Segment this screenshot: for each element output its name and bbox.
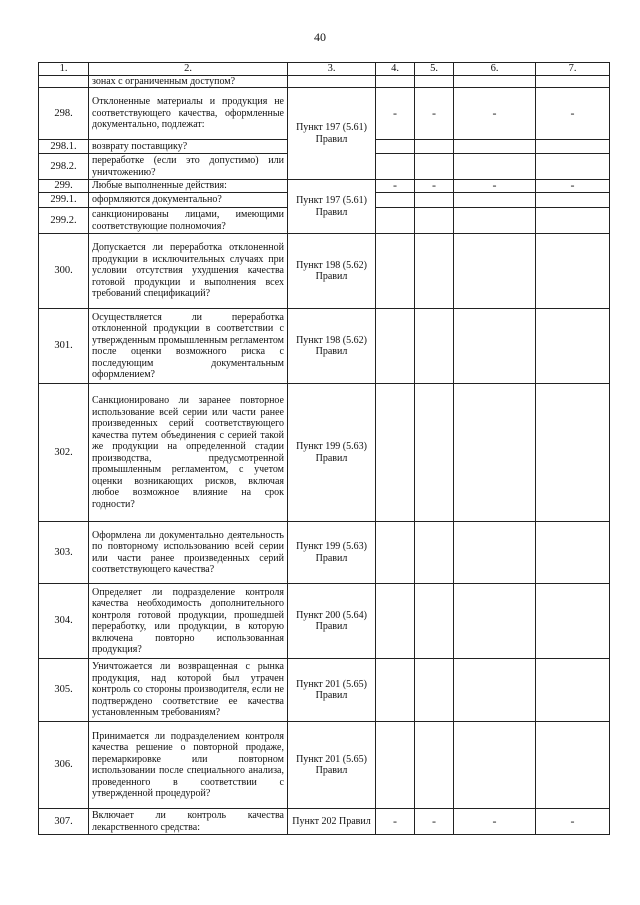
checklist-table — [38, 62, 610, 835]
question-text: возврату поставщику? — [89, 140, 288, 154]
table-row — [39, 584, 610, 659]
question-text: Осуществляется ли переработка отклоненной продукции в соответствии с утвержденным промышленным регламентом после оценки возможного риска с последующим документальным оформлением? — [89, 309, 288, 384]
question-text: зонах с ограниченным доступом? — [89, 75, 288, 88]
rule-reference: Пункт 199 (5.63) Правил — [288, 384, 376, 522]
column-header: 3. — [288, 63, 376, 76]
table-row — [39, 180, 610, 193]
question-text: Принимается ли подразделением контроля качества решение о повторной продаже, перемаркировке или повторном использовании после специального анализа, проведенного в соответствии с утвержденной процедурой? — [89, 722, 288, 809]
row-number: 298. — [39, 88, 89, 140]
dash-mark: - — [415, 88, 454, 140]
column-header: 4. — [376, 63, 415, 76]
table-row — [39, 234, 610, 309]
column-header: 1. — [39, 63, 89, 76]
row-number: 305. — [39, 659, 89, 722]
row-number: 301. — [39, 309, 89, 384]
rule-reference: Пункт 199 (5.63) Правил — [288, 522, 376, 584]
header-row — [39, 63, 610, 76]
table-row — [39, 75, 610, 88]
column-header: 2. — [89, 63, 288, 76]
row-number: 299.1. — [39, 193, 89, 208]
page-number: 40 — [314, 30, 326, 44]
question-text: оформляются документально? — [89, 193, 288, 208]
row-number: 298.2. — [39, 154, 89, 180]
dash-mark: - — [454, 180, 536, 193]
rule-reference: Пункт 198 (5.62) Правил — [288, 234, 376, 309]
column-header: 6. — [454, 63, 536, 76]
row-number: 306. — [39, 722, 89, 809]
dash-mark: - — [415, 809, 454, 835]
question-text: санкционированы лицами, имеющими соответствующие полномочия? — [89, 208, 288, 234]
row-number: 300. — [39, 234, 89, 309]
question-text: Отклоненные материалы и продукция не соответствующего качества, оформленные документально, подлежат: — [89, 88, 288, 140]
table-row — [39, 309, 610, 384]
row-number: 298.1. — [39, 140, 89, 154]
rule-reference: Пункт 197 (5.61) Правил — [288, 88, 376, 180]
dash-mark: - — [536, 809, 610, 835]
dash-mark: - — [454, 809, 536, 835]
dash-mark: - — [536, 180, 610, 193]
table-row — [39, 88, 610, 140]
question-text: Оформлена ли документально деятельность по повторному использованию всей серии или части ранее произведенных серий соответствующего качества? — [89, 522, 288, 584]
rule-reference: Пункт 201 (5.65) Правил — [288, 659, 376, 722]
table-row — [39, 809, 610, 835]
question-text: Включает ли контроль качества лекарственного средства: — [89, 809, 288, 835]
question-text: Допускается ли переработка отклоненной продукции в исключительных случаях при условии отсутствия ухудшения качества готовой продукции и выполнения всех требований спецификаций? — [89, 234, 288, 309]
rule-reference: Пункт 201 (5.65) Правил — [288, 722, 376, 809]
dash-mark: - — [454, 88, 536, 140]
dash-mark: - — [376, 88, 415, 140]
question-text: Любые выполненные действия: — [89, 180, 288, 193]
dash-mark: - — [415, 180, 454, 193]
question-text: Санкционировано ли заранее повторное использование всей серии или части ранее произведенных серий соответствующего качества путем объединения с серией такой же продукции на определенной стадии производства, предусмотренной промышленным регламентом, с учетом оценки возникающих рисков, включая любое возможное влияние на срок годности? — [89, 384, 288, 522]
rule-reference: Пункт 202 Правил — [288, 809, 376, 835]
table-row — [39, 659, 610, 722]
dash-mark: - — [376, 180, 415, 193]
table-row — [39, 522, 610, 584]
column-header: 5. — [415, 63, 454, 76]
row-number: 299. — [39, 180, 89, 193]
row-number: 304. — [39, 584, 89, 659]
rule-reference: Пункт 198 (5.62) Правил — [288, 309, 376, 384]
question-text: Уничтожается ли возвращенная с рынка продукция, над которой был утрачен контроль со стороны производителя, если не подтверждено соответствие ее качества установленным требованиям? — [89, 659, 288, 722]
row-number — [39, 75, 89, 88]
rule-reference: Пункт 197 (5.61) Правил — [288, 180, 376, 234]
table-row — [39, 722, 610, 809]
row-number: 303. — [39, 522, 89, 584]
dash-mark: - — [536, 88, 610, 140]
rule-reference: Пункт 200 (5.64) Правил — [288, 584, 376, 659]
table-row — [39, 384, 610, 522]
row-number: 307. — [39, 809, 89, 835]
question-text: Определяет ли подразделение контроля качества необходимость дополнительного контроля готовой продукции, прошедшей переработку, или продукции, в которую включена повторно использованная продукция? — [89, 584, 288, 659]
row-number: 302. — [39, 384, 89, 522]
row-number: 299.2. — [39, 208, 89, 234]
column-header: 7. — [536, 63, 610, 76]
dash-mark: - — [376, 809, 415, 835]
question-text: переработке (если это допустимо) или уничтожению? — [89, 154, 288, 180]
